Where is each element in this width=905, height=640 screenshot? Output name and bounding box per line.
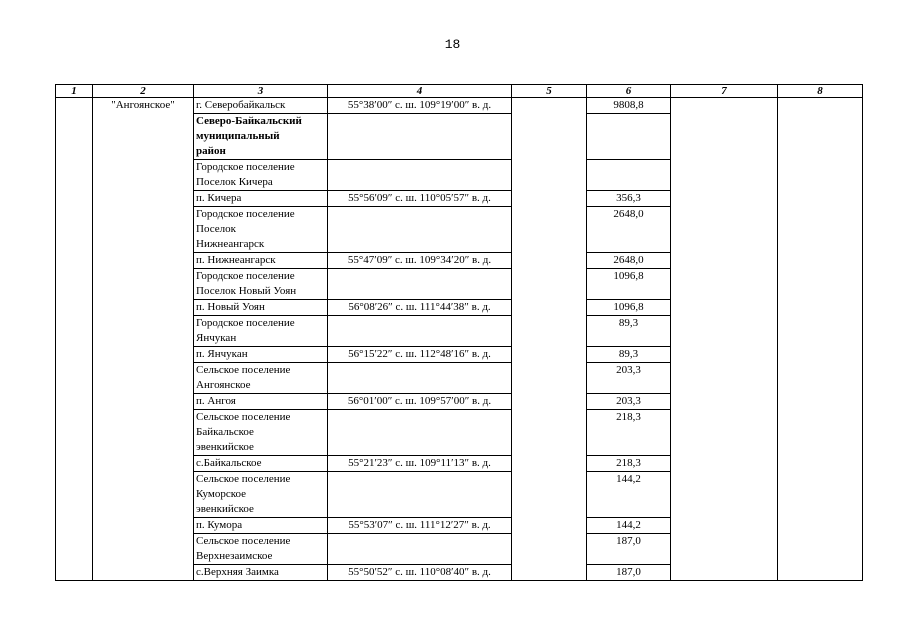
settlement-name: п. Новый Уоян — [196, 301, 265, 313]
settlement-name: с.Верхняя Заимка — [196, 566, 279, 578]
value-cell — [587, 114, 671, 160]
settlement-name: Городское поселение Поселок Новый Уоян — [196, 270, 297, 297]
settlement-name: Северо-Байкальский муниципальный район — [196, 115, 302, 157]
value-cell: 218,3 — [587, 410, 671, 456]
settlement-name-cell — [194, 207, 328, 253]
coordinates-cell: 55°47′09″ с. ш. 109°34′20″ в. д. — [328, 253, 512, 269]
settlement-name-cell — [194, 410, 328, 456]
value-cell: 1096,8 — [587, 269, 671, 300]
header-cell-8: 8 — [778, 85, 863, 98]
value-cell: 2648,0 — [587, 253, 671, 269]
value-cell — [587, 160, 671, 191]
value-cell: 1096,8 — [587, 300, 671, 316]
settlement-name-cell — [194, 518, 328, 534]
value-cell: 144,2 — [587, 472, 671, 518]
settlement-name-cell — [194, 534, 328, 565]
coordinates-cell — [328, 534, 512, 565]
value-cell: 203,3 — [587, 363, 671, 394]
settlement-name-cell — [194, 363, 328, 394]
coordinates-cell: 55°50′52″ с. ш. 110°08′40″ в. д. — [328, 565, 512, 581]
coordinates-cell — [328, 363, 512, 394]
value-cell: 89,3 — [587, 347, 671, 363]
col1-merged-cell — [56, 98, 93, 581]
value-cell: 89,3 — [587, 316, 671, 347]
value-cell: 203,3 — [587, 394, 671, 410]
coordinates-cell: 56°01′00″ с. ш. 109°57′00″ в. д. — [328, 394, 512, 410]
coordinates-cell: 55°53′07″ с. ш. 111°12′27″ в. д. — [328, 518, 512, 534]
coordinates-cell: 56°15′22″ с. ш. 112°48′16″ в. д. — [328, 347, 512, 363]
coordinates-cell — [328, 160, 512, 191]
settlement-name: Сельское поселение Верхнезаимское — [196, 535, 291, 562]
coordinates-cell — [328, 410, 512, 456]
settlement-name-cell — [194, 160, 328, 191]
settlement-name-cell — [194, 300, 328, 316]
settlement-name: п. Кумора — [196, 519, 243, 531]
header-cell-1: 1 — [56, 85, 93, 98]
settlement-name-cell — [194, 191, 328, 207]
value-cell: 356,3 — [587, 191, 671, 207]
header-cell-2: 2 — [93, 85, 194, 98]
settlement-name-cell — [194, 565, 328, 581]
col8-merged-cell — [778, 98, 863, 581]
settlement-name: п. Нижнеангарск — [196, 254, 276, 266]
settlement-name: п. Кичера — [196, 192, 242, 204]
settlement-name: п. Ангоя — [196, 395, 236, 407]
settlement-name: г. Северобайкальск — [196, 99, 286, 111]
settlement-name: Городское поселение Поселок Кичера — [196, 161, 295, 188]
header-row — [56, 85, 863, 98]
header-cell-5: 5 — [512, 85, 587, 98]
table-body — [56, 98, 863, 581]
settlement-name-cell — [194, 98, 328, 114]
coordinates-cell — [328, 269, 512, 300]
settlement-name-cell — [194, 456, 328, 472]
settlements-table — [55, 84, 863, 581]
settlement-name-cell — [194, 394, 328, 410]
header-cell-6: 6 — [587, 85, 671, 98]
header-cell-3: 3 — [194, 85, 328, 98]
coordinates-cell: 55°38′00″ с. ш. 109°19′00″ в. д. — [328, 98, 512, 114]
value-cell: 144,2 — [587, 518, 671, 534]
header-cell-4: 4 — [328, 85, 512, 98]
settlement-name: Городское поселение Янчукан — [196, 317, 295, 344]
coordinates-cell — [328, 207, 512, 253]
settlement-name-cell — [194, 472, 328, 518]
value-cell: 218,3 — [587, 456, 671, 472]
header-cell-7: 7 — [671, 85, 778, 98]
settlement-name-cell — [194, 347, 328, 363]
coordinates-cell: 55°56′09″ с. ш. 110°05′57″ в. д. — [328, 191, 512, 207]
value-cell: 187,0 — [587, 565, 671, 581]
coordinates-cell: 55°21′23″ с. ш. 109°11′13″ в. д. — [328, 456, 512, 472]
settlement-name-cell — [194, 114, 328, 160]
coordinates-cell — [328, 114, 512, 160]
settlement-name: с.Байкальское — [196, 457, 262, 469]
coordinates-cell: 56°08′26″ с. ш. 111°44′38″ в. д. — [328, 300, 512, 316]
coordinates-cell — [328, 316, 512, 347]
settlement-name: Сельское поселение Байкальское эвенкийское — [196, 411, 291, 453]
col5-merged-cell — [512, 98, 587, 581]
settlement-name: п. Янчукан — [196, 348, 248, 360]
settlement-name: Сельское поселение Куморское эвенкийское — [196, 473, 291, 515]
value-cell: 9808,8 — [587, 98, 671, 114]
table-row — [56, 98, 863, 114]
settlement-name-cell — [194, 253, 328, 269]
settlement-name: Городское поселение Поселок Нижнеангарск — [196, 208, 295, 250]
value-cell: 187,0 — [587, 534, 671, 565]
settlement-name: Сельское поселение Ангоянское — [196, 364, 291, 391]
settlement-name-cell — [194, 269, 328, 300]
value-cell: 2648,0 — [587, 207, 671, 253]
coordinates-cell — [328, 472, 512, 518]
settlement-name-cell — [194, 316, 328, 347]
page-number: 18 — [444, 37, 461, 52]
col7-merged-cell — [671, 98, 778, 581]
municipality-name: "Ангоянское" — [93, 98, 194, 581]
